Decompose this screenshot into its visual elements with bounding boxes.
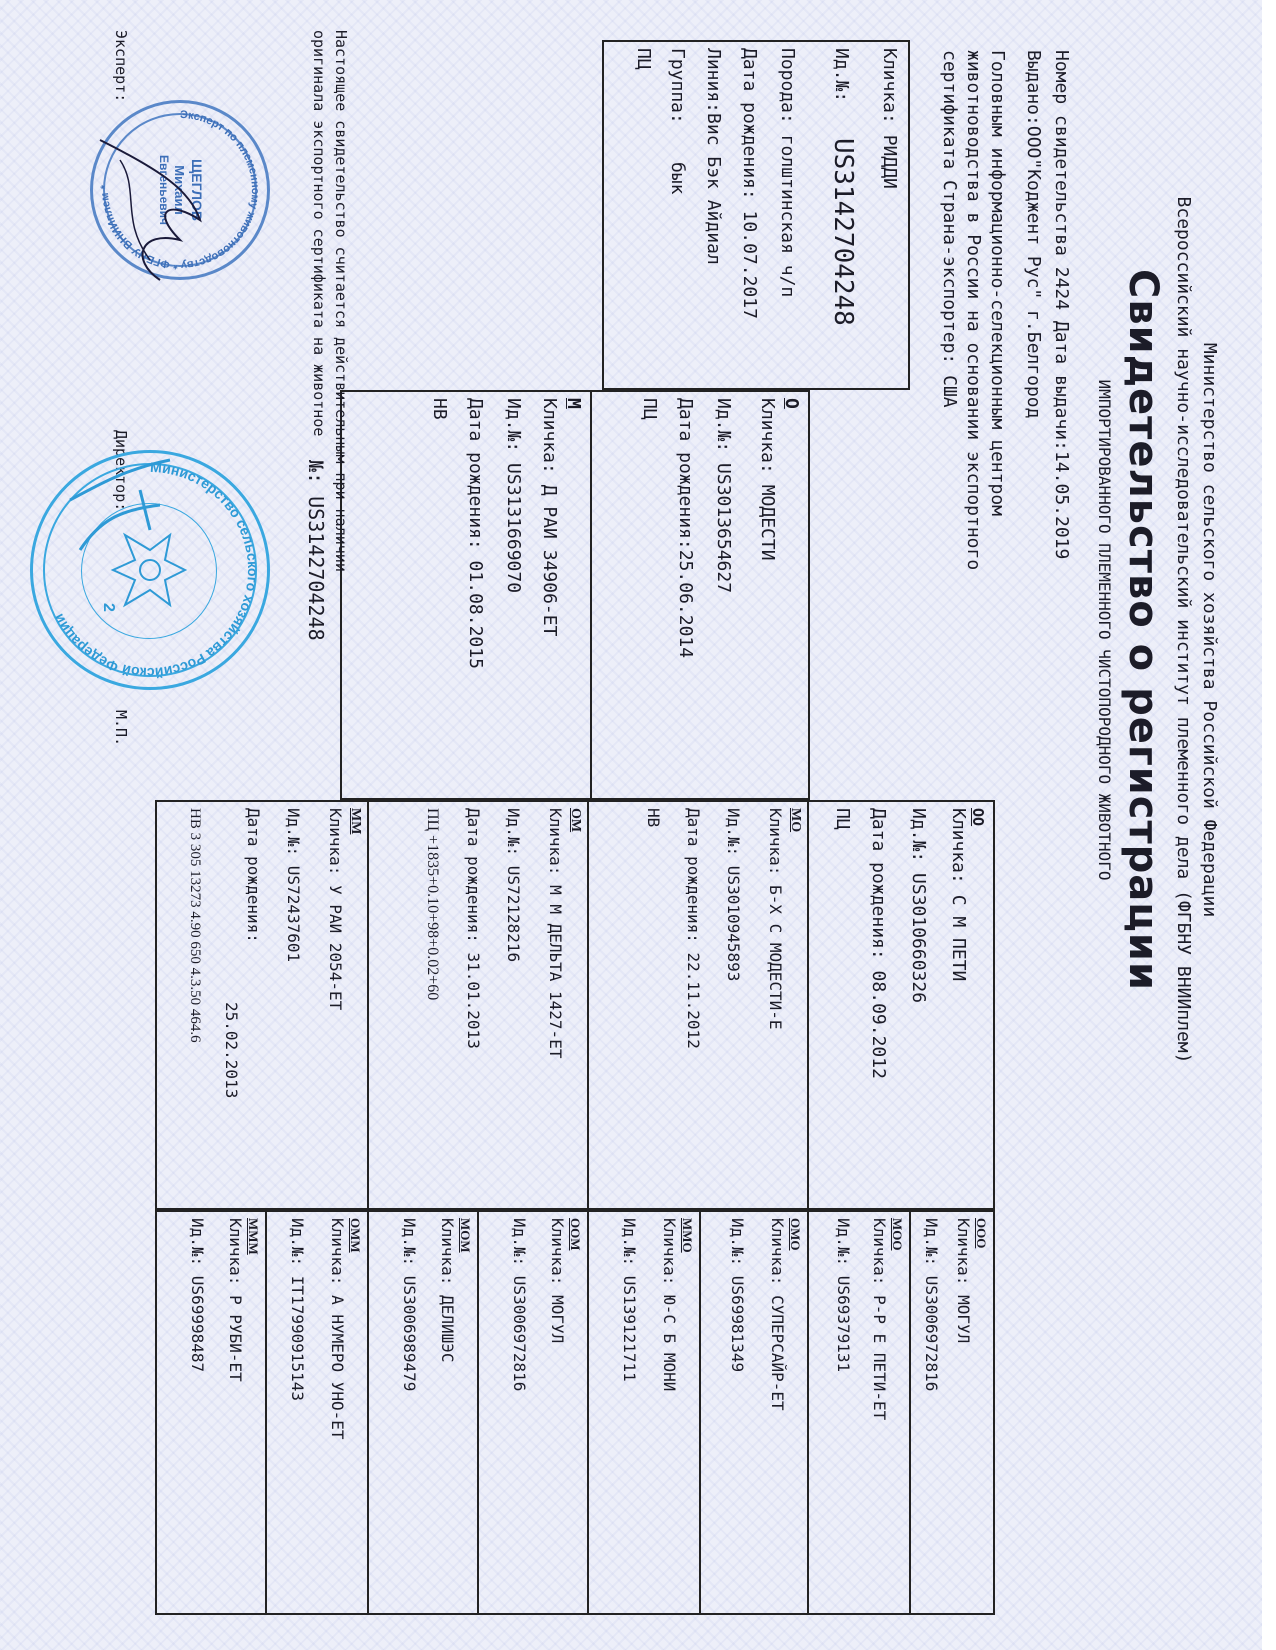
animal-pc: ПЦ (633, 48, 654, 70)
animal-name: Кличка: РИДДИ (879, 48, 900, 189)
omm-name: Кличка: А НУМЕРО УНО-ЕТ (328, 1218, 347, 1440)
moo-name: Кличка: Р-Р Е ПЕТИ-ЕТ (870, 1218, 889, 1421)
mom-id: Ид.№: US3006989479 (400, 1218, 419, 1392)
expert-stamp-name2: Михаил (172, 165, 187, 215)
mom-code: МОМ (458, 1218, 473, 1253)
parents-box (340, 390, 810, 800)
mo-dob: Дата рождения: 22.11.2012 (684, 808, 703, 1049)
mm-id: Ид.№: US72437601 (284, 808, 303, 963)
dam-code: М (563, 398, 584, 409)
issued-to-line: Выдано:ООО"Коджент Рус" г.Белгород (1023, 50, 1044, 419)
animal-box (602, 40, 910, 390)
center-line-2: животноводства в России на основании экспортного (963, 50, 984, 571)
director-label: Директор: (112, 430, 130, 512)
oo-code: ОО (969, 808, 987, 827)
mmo-id: Ид.№: US139121711 (620, 1218, 639, 1382)
center-line-3: сертификата Страна-экспортер: США (939, 50, 960, 408)
page-edge (1262, 0, 1276, 1650)
om-id: Ид.№: US72128216 (504, 808, 523, 963)
validity-note-id: №: US3142704248 (304, 460, 328, 641)
cert-number-line: Номер свидетельства 2424 Дата выдачи:14.05.2019 (1051, 50, 1072, 560)
mm-dob-value: 25.02.2013 (222, 1002, 241, 1099)
animal-group-label: Группа: (667, 48, 688, 124)
oo-name: Кличка: С М ПЕТИ (948, 808, 969, 982)
ooo-name: Кличка: МОГУЛ (954, 1218, 973, 1344)
ooo-id: Ид.№: US3006972816 (922, 1218, 941, 1392)
mm-dob-label: Дата рождения: (244, 808, 263, 943)
gp-divider-3 (367, 802, 369, 1208)
certificate-rotated-content (20, 30, 1220, 1630)
validity-note-2: оригинала экспортного сертификата на животное (310, 30, 328, 437)
oom-name: Кличка: МОГУЛ (548, 1218, 567, 1344)
sire-code: О (781, 398, 802, 409)
om-name: Кличка: М М ДЕЛЬТА 1427-ЕТ (546, 808, 565, 1059)
mo-hb: НВ (644, 808, 663, 828)
animal-id-label: Ид.№: (831, 48, 852, 103)
animal-line: Линия:Вис Бэк Айдиал (703, 48, 724, 265)
grandparents-box (155, 800, 995, 1210)
expert-label: Эксперт: (112, 30, 130, 103)
great-grandparents-box (155, 1210, 995, 1615)
omm-code: ОММ (348, 1218, 363, 1253)
moo-id: Ид.№: US69379131 (834, 1218, 853, 1373)
ooo-code: ООО (974, 1218, 989, 1249)
mm-hb: НВ 3 305 13273 4.90 650 4.3.50 464.6 (187, 808, 203, 1043)
mo-id: Ид.№: US3010945893 (724, 808, 743, 982)
sire-id: Ид.№: US3013654627 (713, 398, 734, 594)
oom-id: Ид.№: US3006972816 (510, 1218, 529, 1392)
ggp-div-1 (909, 1212, 911, 1613)
mm-code: ММ (348, 808, 363, 835)
mo-name: Кличка: Б-Х С МОДЕСТИ-Е (766, 808, 785, 1030)
sire-pc: ПЦ (639, 398, 660, 420)
oo-pc: ПЦ (832, 808, 853, 830)
sire-dob: Дата рождения:25.06.2014 (675, 398, 696, 659)
expert-signature (80, 130, 220, 290)
oo-dob: Дата рождения: 08.09.2012 (868, 808, 889, 1079)
ggp-div-2 (807, 1212, 809, 1613)
expert-stamp-name1: ЩЕГЛОВ (189, 158, 205, 221)
institute-line: Всероссийский научно-исследовательский институт племенного дела (ФГБНУ ВНИИплем) (1173, 196, 1194, 1064)
ministry-line: Министерство сельского хозяйства Российской Федерации (1199, 342, 1220, 918)
validity-note-1: Настоящее свидетельство считается действительным при наличии (332, 30, 350, 572)
gp-divider-1 (807, 802, 809, 1208)
director-signature (60, 450, 180, 570)
animal-group-value: бык (667, 162, 688, 195)
sire-name: Кличка: МОДЕСТИ (757, 398, 778, 561)
animal-dob: Дата рождения: 10.07.2017 (739, 48, 760, 319)
mo-code: МО (788, 808, 803, 833)
mmm-name: Кличка: Р РУБИ-ЕТ (226, 1218, 245, 1382)
institute-stamp-number: 2 (100, 603, 117, 612)
omo-name: Кличка: СУПЕРСАЙР-ЕТ (768, 1218, 787, 1411)
svg-text:Министерство сельского хозяйст: Министерство сельского хозяйства Российской Федерации (50, 458, 262, 682)
om-dob: Дата рождения: 31.01.2013 (464, 808, 483, 1049)
ggp-div-7 (265, 1212, 267, 1613)
center-line-1: Головным информационно-селекционным центром (987, 50, 1008, 516)
ggp-div-5 (477, 1212, 479, 1613)
ggp-div-3 (699, 1212, 701, 1613)
certificate-title: Свидетельство о регистрации (1120, 269, 1166, 991)
omm-id: Ид.№: IT17990915143 (288, 1218, 307, 1402)
parents-divider (590, 392, 592, 798)
mm-name: Кличка: У РАИ 2054-ЕТ (326, 808, 345, 1011)
dam-name: Кличка: Д РАИ 34906-ЕТ (539, 398, 560, 637)
om-code: ОМ (568, 808, 583, 833)
omo-code: ОМО (788, 1218, 803, 1251)
mmm-id: Ид.№: US69998487 (188, 1218, 207, 1373)
omo-id: Ид.№: US69981349 (728, 1218, 747, 1373)
dam-hb: НВ (429, 398, 450, 420)
dam-id: Ид.№: US3131669070 (503, 398, 524, 594)
oom-code: ООМ (568, 1218, 583, 1251)
animal-id-value: US3142704248 (828, 138, 858, 326)
mmm-code: МММ (246, 1218, 261, 1255)
mmo-code: ММО (680, 1218, 695, 1253)
ggp-div-4 (587, 1212, 589, 1613)
expert-stamp-name3: Евгеньевич (157, 154, 171, 226)
dam-dob: Дата рождения: 01.08.2015 (465, 398, 486, 669)
mp-label: М.П. (112, 710, 130, 747)
ggp-div-6 (367, 1212, 369, 1613)
mmo-name: Кличка: Ю-С Б МОНИ (660, 1218, 679, 1392)
svg-text:Эксперт по племенному животнов: Эксперт по племенному животноводству * ФГБНУ ВНИИплем * (98, 108, 262, 272)
moo-code: МОО (890, 1218, 905, 1251)
oo-id: Ид.№: US3010660326 (908, 808, 929, 1004)
certificate-subtitle: ИМПОРТИРОВАННОГО ПЛЕМЕННОГО ЧИСТОПОРОДНОГО ЖИВОТНОГО (1095, 379, 1114, 881)
animal-breed: Порода: голштинская ч/п (777, 48, 798, 298)
om-pc: ПЦ +1835+0.10+98+0.02+60 (424, 808, 441, 1001)
mom-name: Кличка: ДЕЛИШЭС (438, 1218, 457, 1363)
gp-divider-2 (587, 802, 589, 1208)
